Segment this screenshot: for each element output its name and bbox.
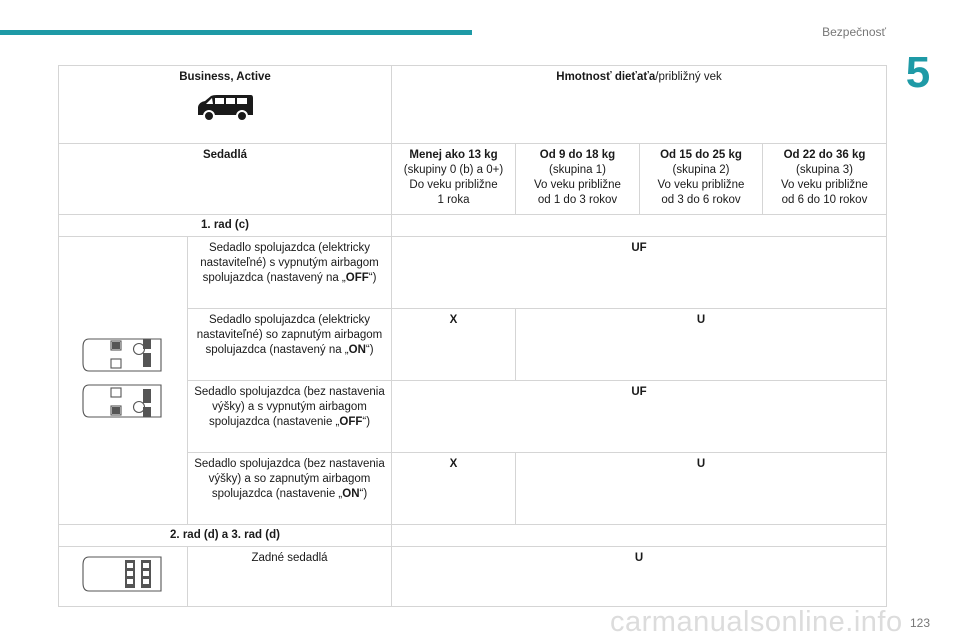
rear-seat-layout-icon [81, 554, 165, 594]
group-header-2: Od 15 do 25 kg (skupina 2) Vo veku približne od 3 do 6 rokov [640, 144, 763, 215]
version-label: Business, Active [179, 71, 271, 83]
seat-description: Zadné sedadlá [188, 547, 392, 607]
table-row [59, 237, 887, 309]
rating-cell: UF [392, 237, 887, 309]
table-row [59, 144, 887, 215]
chapter-number: 5 [905, 48, 931, 97]
row1-label: 1. rad (c) [59, 215, 392, 237]
page-number: 123 [909, 616, 930, 630]
rear-seat-picture-cell [59, 547, 188, 607]
table-row [59, 66, 887, 144]
rating-cell: U [392, 547, 887, 607]
seat-description: Sedadlo spolujazdca (bez nastavenia výšky) a so zapnutým airbagom spolujazdca (nastavenie „ON“) [188, 453, 392, 525]
child-weight-header: Hmotnosť dieťaťa/približný vek [392, 66, 887, 144]
van-side-icon [195, 93, 255, 123]
child-seat-table [58, 65, 887, 607]
group-header-1: Od 9 do 18 kg (skupina 1) Vo veku približne od 1 do 3 rokov [516, 144, 640, 215]
row2-label: 2. rad (d) a 3. rad (d) [59, 525, 392, 547]
version-cell [59, 66, 392, 144]
front-seat-layout-icon [81, 333, 165, 423]
section-title: Bezpečnosť [822, 25, 886, 39]
seat-description: Sedadlo spolujazdca (elektricky nastaviteľné) so zapnutým airbagom spolujazdca (nastavený na „ON“) [188, 309, 392, 381]
seats-header: Sedadlá [59, 144, 392, 215]
front-seat-picture-cell [59, 237, 188, 525]
rating-cell: X [392, 453, 516, 525]
empty-cell [392, 525, 887, 547]
table-row [59, 215, 887, 237]
rating-cell: X [392, 309, 516, 381]
empty-cell [392, 215, 887, 237]
rating-cell: U [516, 309, 887, 381]
seat-description: Sedadlo spolujazdca (bez nastavenia výšky) a s vypnutým airbagom spolujazdca (nastavenie „OFF“) [188, 381, 392, 453]
rating-cell: U [516, 453, 887, 525]
group-header-0: Menej ako 13 kg (skupiny 0 (b) a 0+) Do veku približne 1 roka [392, 144, 516, 215]
table-row [59, 547, 887, 607]
watermark: carmanualsonline.info [610, 606, 903, 638]
rating-cell: UF [392, 381, 887, 453]
seat-description: Sedadlo spolujazdca (elektricky nastaviteľné) s vypnutým airbagom spolujazdca (nastavený na „OFF“) [188, 237, 392, 309]
header-accent-bar [0, 30, 472, 35]
table-row [59, 525, 887, 547]
group-header-3: Od 22 do 36 kg (skupina 3) Vo veku približne od 6 do 10 rokov [763, 144, 887, 215]
